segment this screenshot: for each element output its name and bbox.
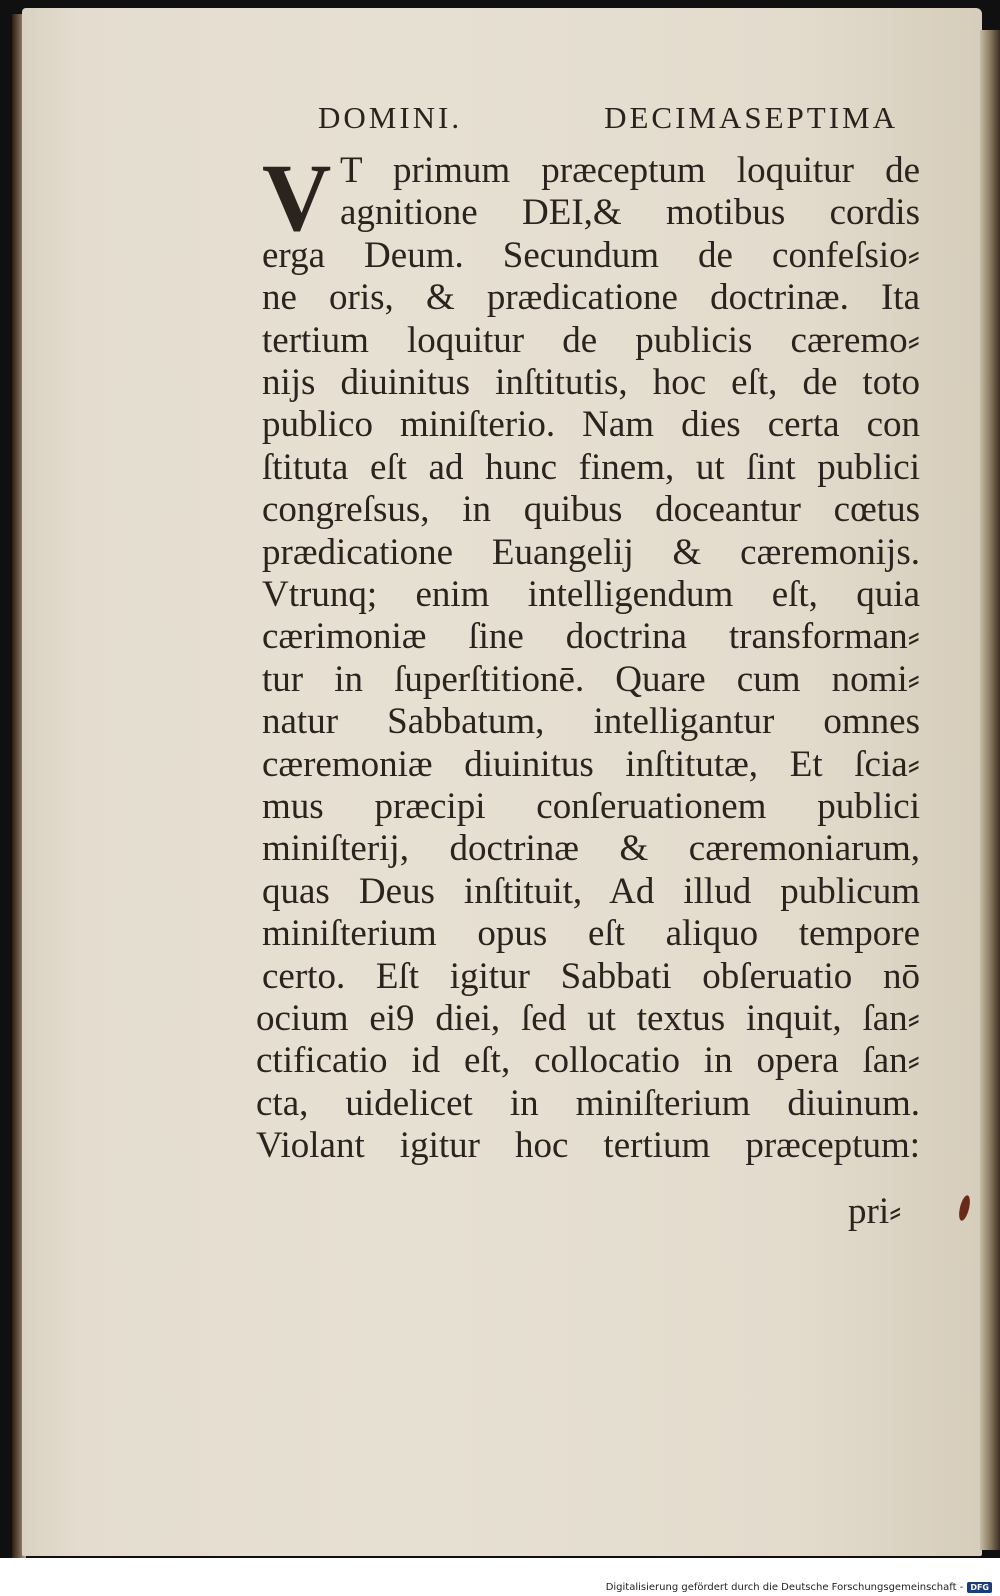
- header-right: DECIMASEPTIMA: [604, 100, 898, 135]
- text-line: natur Sabbatum, intelligantur omnes: [262, 701, 920, 743]
- text-line: publico miniſterio. Nam dies certa con: [262, 404, 920, 446]
- text-line: Violant igitur hoc tertium præceptum:: [256, 1125, 920, 1167]
- text-line: ne oris, & prædicatione doctrinæ. Ita: [262, 277, 920, 319]
- page-right-edge: [980, 30, 1000, 1550]
- drop-cap: V: [262, 144, 332, 251]
- digitization-credit: [606, 1582, 992, 1593]
- text-line: certo. Eſt igitur Sabbati obſeruatio nō: [262, 955, 920, 997]
- text-line: erga Deum. Secundum de confeſsio⸗: [262, 234, 920, 276]
- text-line: nijs diuinitus inſtitutis, hoc eſt, de toto: [262, 362, 920, 403]
- catchword: pri⸗: [848, 1191, 902, 1232]
- text-line: ocium ei9 diei, ſed ut textus inquit, ſan⸗: [256, 998, 920, 1039]
- text-line: cta, uidelicet in miniſterium diuinum.: [256, 1082, 920, 1124]
- text-line: mus præcipi conſeruationem publici: [262, 786, 920, 827]
- header-left: DOMINI.: [318, 100, 463, 135]
- running-header: [318, 100, 898, 136]
- text-line: Vtrunq; enim intelligendum eſt, quia: [262, 574, 920, 615]
- text-line: ſtituta eſt ad hunc finem, ut ſint publici: [262, 446, 920, 488]
- text-line: T primum præceptum loquitur de: [340, 150, 920, 191]
- text-line: ctificatio id eſt, collocatio in opera ſan⸗: [256, 1040, 920, 1082]
- dfg-logo: DFG: [967, 1582, 992, 1593]
- text-line: congreſsus, in quibus doceantur cœtus: [262, 489, 920, 531]
- text-line: cæremoniæ diuinitus inſtitutæ, Et ſcia⸗: [262, 743, 920, 785]
- text-line: tur in ſuperſtitionē. Quare cum nomi⸗: [262, 658, 920, 700]
- text-line: prædicatione Euangelij & cæremonijs.: [262, 531, 920, 573]
- text-line: tertium loquitur de publicis cæremo⸗: [262, 319, 920, 361]
- text-line: miniſterium opus eſt aliquo tempore: [262, 913, 920, 955]
- credit-text: Digitalisierung gefördert durch die Deutsche Forschungsgemeinschaft -: [605, 1582, 964, 1593]
- text-line: quas Deus inſtituit, Ad illud publicum: [262, 870, 920, 912]
- text-line: agnitione DEI,& motibus cordis: [340, 192, 920, 234]
- text-line: miniſterij, doctrinæ & cæremoniarum,: [262, 828, 920, 870]
- text-line: cærimoniæ ſine doctrina transforman⸗: [262, 616, 920, 658]
